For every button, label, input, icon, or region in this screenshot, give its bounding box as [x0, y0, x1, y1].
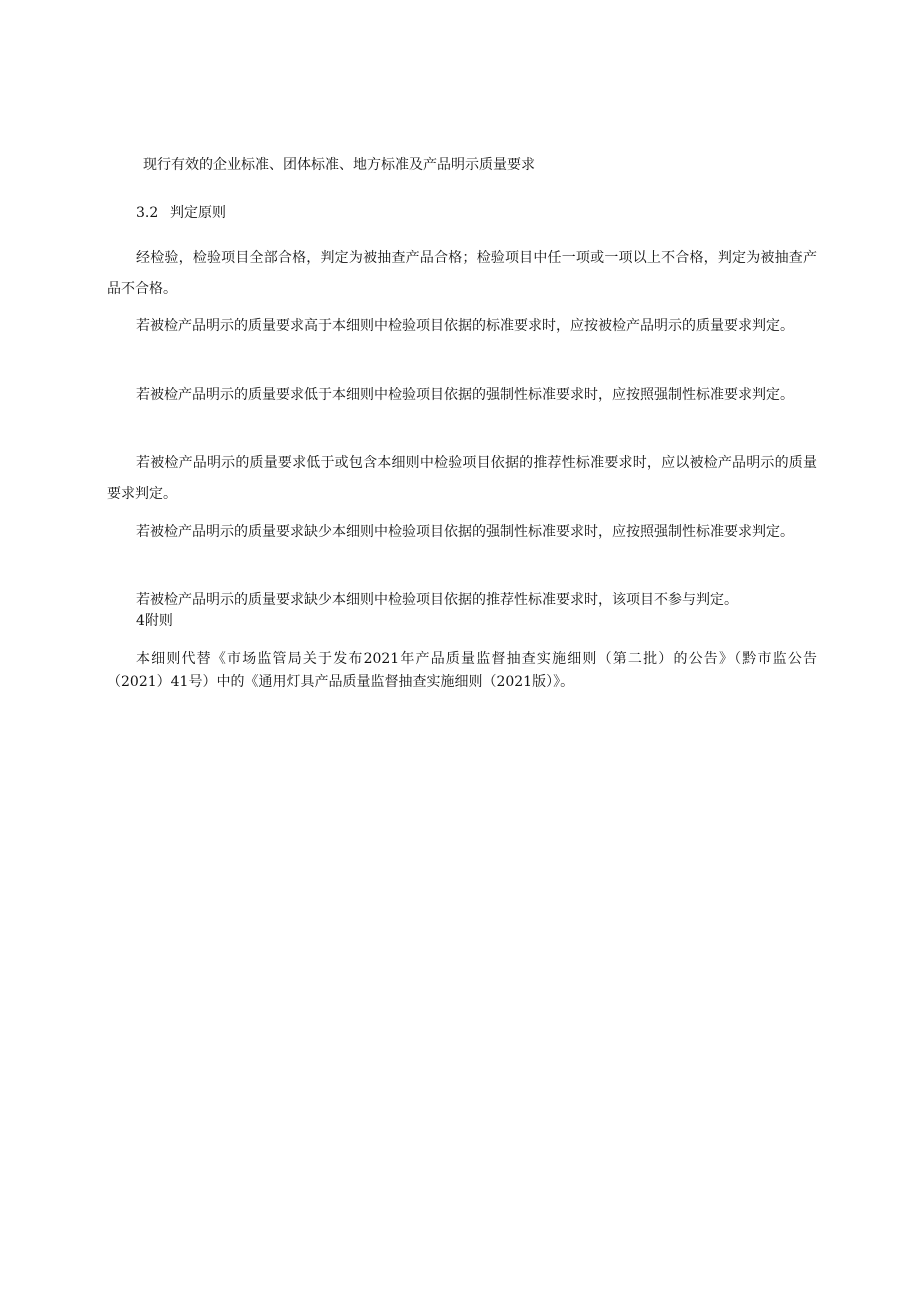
paragraph-missing-mandatory: 若被检产品明示的质量要求缺少本细则中检验项目依据的强制性标准要求时，应按照强制性标准要求判定。	[136, 524, 794, 540]
paragraph-supplementary-provisions: 本细则代替《市场监管局关于发布2021年产品质量监督抽查实施细则（第二批）的公告》（黔市监公告（2021）41号）中的《通用灯具产品质量监督抽查实施细则（2021版）》。	[107, 651, 817, 690]
paragraph-overall-judgement: 经检验，检验项目全部合格，判定为被抽查产品合格；检验项目中任一项或一项以上不合格，判定为被抽查产品不合格。	[107, 250, 817, 297]
section-title: 判定原则	[170, 205, 226, 221]
section-number: 3.2	[136, 205, 159, 221]
paragraph-lower-than-recommended: 若被检产品明示的质量要求低于或包含本细则中检验项目依据的推荐性标准要求时，应以被检产品明示的质量要求判定。	[107, 455, 817, 502]
paragraph-higher-requirement: 若被检产品明示的质量要求高于本细则中检验项目依据的标准要求时，应按被检产品明示的质量要求判定。	[136, 318, 794, 334]
section-heading-3-2	[136, 203, 226, 223]
paragraph-missing-recommended: 若被检产品明示的质量要求缺少本细则中检验项目依据的推荐性标准要求时，该项目不参与判定。	[136, 592, 738, 608]
section-heading-4: 4附则	[136, 613, 173, 629]
paragraph-lower-than-mandatory: 若被检产品明示的质量要求低于本细则中检验项目依据的强制性标准要求时，应按照强制性标准要求判定。	[136, 387, 794, 403]
intro-line: 现行有效的企业标准、团体标准、地方标准及产品明示质量要求	[143, 157, 535, 173]
